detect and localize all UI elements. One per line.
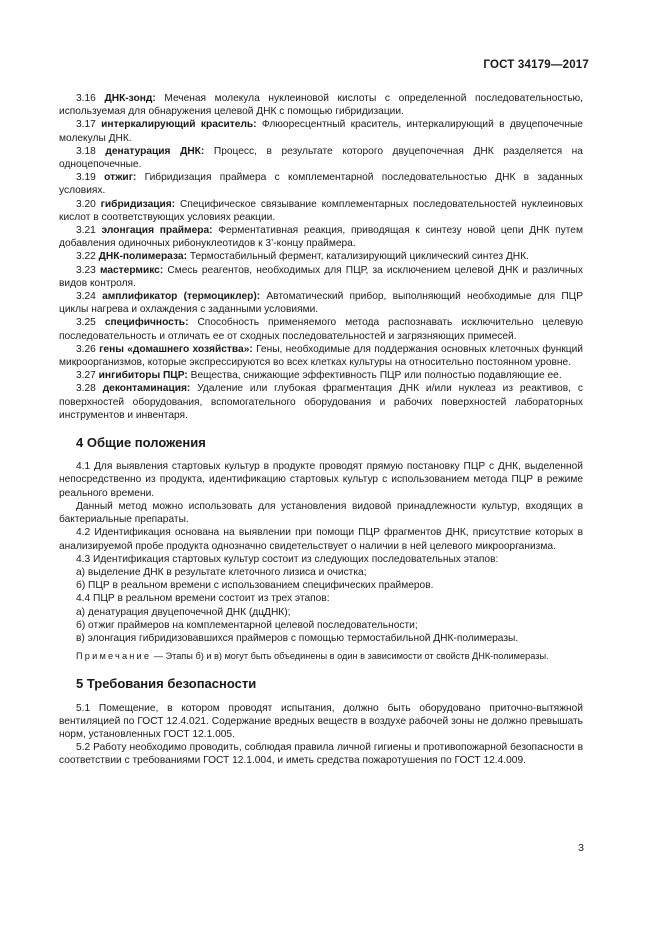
definition-number: 3.22 — [76, 251, 96, 263]
definition-3-22 — [59, 250, 583, 263]
definition-text: Флюоресцентный краситель, интеркалирующий в двуцепочечные молекулы ДНК. — [59, 119, 583, 144]
definition-term: ДНК-полимераза: — [98, 251, 187, 263]
definition-text: Меченая молекула нуклеиновой кислоты с определенной последовательностью, используемая для обнаружения целевой ДНК с помощью гибридизации. — [59, 93, 583, 118]
definition-term: элонгация праймера: — [101, 225, 213, 237]
definition-3-19 — [59, 171, 583, 197]
definition-number: 3.24 — [76, 291, 96, 303]
definition-number: 3.18 — [76, 145, 96, 157]
section-4-paragraph-3: 4.2 Идентификация основана на выявлении при помощи ПЦР фрагментов ДНК, присутствие которых в анализируемой пробе продукта однозначно свидетельствует о наличии в ней целевого микроорганизма. — [59, 527, 583, 552]
definition-text: Ферментативная реакция, приводящая к синтезу новой цепи ДНК путем добавления одиночных рибонуклеотидов к 3’-концу праймера. — [59, 225, 583, 250]
section-5-title: 5 Требования безопасности — [76, 676, 257, 692]
section-5-paragraph-1: 5.1 Помещение, в котором проводят испытания, должно быть оборудовано приточно-вытяжной вентиляцией по ГОСТ 12.4.021. Содержание вредных веществ в воздухе рабочей зоны не должно превышать норм, установленных ГОСТ 12.1.005. — [59, 702, 583, 740]
section-4-paragraph-4: 4.3 Идентификация стартовых культур состоит из следующих последовательных этапов: — [76, 553, 499, 565]
definition-number: 3.26 — [76, 343, 96, 355]
note-text: — Этапы б) и в) могут быть объединены в один в зависимости от свойств ДНК-полимеразы. — [153, 651, 549, 662]
list-item: а) денатурация двуцепочечной ДНК (дцДНК); — [76, 606, 291, 618]
definition-3-26 — [59, 343, 583, 369]
section-4-title: 4 Общие положения — [76, 435, 206, 451]
definition-3-16 — [59, 92, 583, 118]
note-label: Примечание — [76, 651, 152, 662]
definition-text: Удаление или глубокая фрагментация ДНК и/или нуклеаз из реактивов, с поверхностей оборудования, вспомогательного оборудования и рабочих поверхностей лабораторных инструментов и инвентаря. — [59, 383, 583, 421]
list-item: в) элонгация гибридизовавшихся праймеров с помощью термостабильной ДНК-полимеразы. — [76, 632, 519, 644]
list-item: а) выделение ДНК в результате клеточного лизиса и очистка; — [76, 566, 367, 578]
definition-3-27 — [59, 369, 583, 382]
definition-term: ингибиторы ПЦР: — [98, 370, 188, 382]
definition-number: 3.20 — [76, 198, 96, 210]
section-4-paragraph-5: 4.4 ПЦР в реальном времени состоит из трех этапов: — [76, 593, 330, 605]
definition-text: Гены, необходимые для поддержания основных клеточных функций микроорганизмов, которые экспрессируются во всех клетках культуры на относительно постоянном уровне. — [59, 343, 584, 369]
page-content — [59, 92, 583, 768]
note — [59, 650, 583, 663]
definition-number: 3.19 — [76, 172, 96, 184]
definition-3-28 — [59, 382, 583, 422]
definition-term: гены «домашнего хозяйства»: — [99, 343, 253, 355]
definition-number: 3.28 — [76, 383, 96, 395]
document-id-header: ГОСТ 34179—2017 — [483, 59, 589, 71]
definition-text: Способность применяемого метода распознавать исключительно целевую последовательность и отличать ее от сходных последовательностей и загрязняющих примесей. — [59, 317, 583, 342]
page-number: 3 — [578, 842, 584, 854]
definition-3-17 — [59, 118, 583, 144]
list-item: б) отжиг праймеров на комплементарной целевой последовательности; — [76, 619, 418, 631]
definition-text: Автоматический прибор, выполняющий необходимые для ПЦР циклы нагрева и охлаждения с заданными условиями. — [59, 291, 583, 316]
definition-3-20 — [59, 198, 583, 224]
definition-text: Термостабильный фермент, катализирующий циклический синтез ДНК. — [189, 251, 529, 263]
definition-3-25 — [59, 316, 583, 342]
definition-3-24 — [59, 290, 583, 316]
definition-term: гибридизация: — [100, 198, 176, 210]
section-4-paragraph-2: Данный метод можно использовать для установления видовой принадлежности культур, входящих в бактериальные препараты. — [59, 500, 583, 526]
definition-term: интеркалирующий краситель: — [101, 119, 257, 131]
definition-term: специфичность: — [104, 317, 189, 329]
definition-number: 3.16 — [76, 93, 96, 104]
definition-number: 3.27 — [76, 370, 96, 382]
definition-term: отжиг: — [104, 172, 137, 184]
definition-number: 3.25 — [76, 317, 96, 329]
definition-number: 3.17 — [76, 119, 96, 131]
definition-3-23 — [59, 264, 583, 290]
definition-number: 3.21 — [76, 225, 96, 237]
section-5-paragraph-2: 5.2 Работу необходимо проводить, соблюдая правила личной гигиены и противопожарной безопасности в соответствии с требованиями ГОСТ 12.1.004, и иметь средства пожаротушения по ГОСТ 12.4.009. — [59, 742, 583, 767]
definition-term: мастермикс: — [99, 264, 164, 276]
definition-term: амплификатор (термоциклер): — [102, 291, 261, 303]
section-4-paragraph-1: 4.1 Для выявления стартовых культур в продукте проводят прямую постановку ПЦР с ДНК, выделенной непосредственно из продукта, идентификацию стартовых культур с использованием метода ПЦР в режиме реального времени. — [59, 461, 583, 499]
definition-text: Процесс, в результате которого двуцепочечная ДНК разделяется на одноцепочечные. — [59, 145, 583, 171]
definition-term: ДНК-зонд: — [104, 93, 156, 104]
definition-3-18 — [59, 145, 583, 171]
definition-3-21 — [59, 224, 583, 250]
definition-term: деконтаминация: — [102, 383, 191, 395]
definition-text: Вещества, снижающие эффективность ПЦР или полностью подавляющие ее. — [190, 370, 562, 382]
definition-term: денатурация ДНК: — [105, 145, 205, 157]
definition-text: Специфическое связывание комплементарных последовательностей нуклеиновых кислот в соответствующих условиях реакции. — [59, 198, 583, 223]
definition-text: Смесь реагентов, необходимых для ПЦР, за исключением целевой ДНК и различных видов контроля. — [59, 264, 583, 289]
definition-number: 3.23 — [76, 264, 96, 276]
list-item: б) ПЦР в реальном времени с использованием специфических праймеров. — [76, 580, 434, 592]
definition-text: Гибридизация праймера с комплементарной последовательностью ДНК в заданных условиях. — [59, 172, 583, 197]
